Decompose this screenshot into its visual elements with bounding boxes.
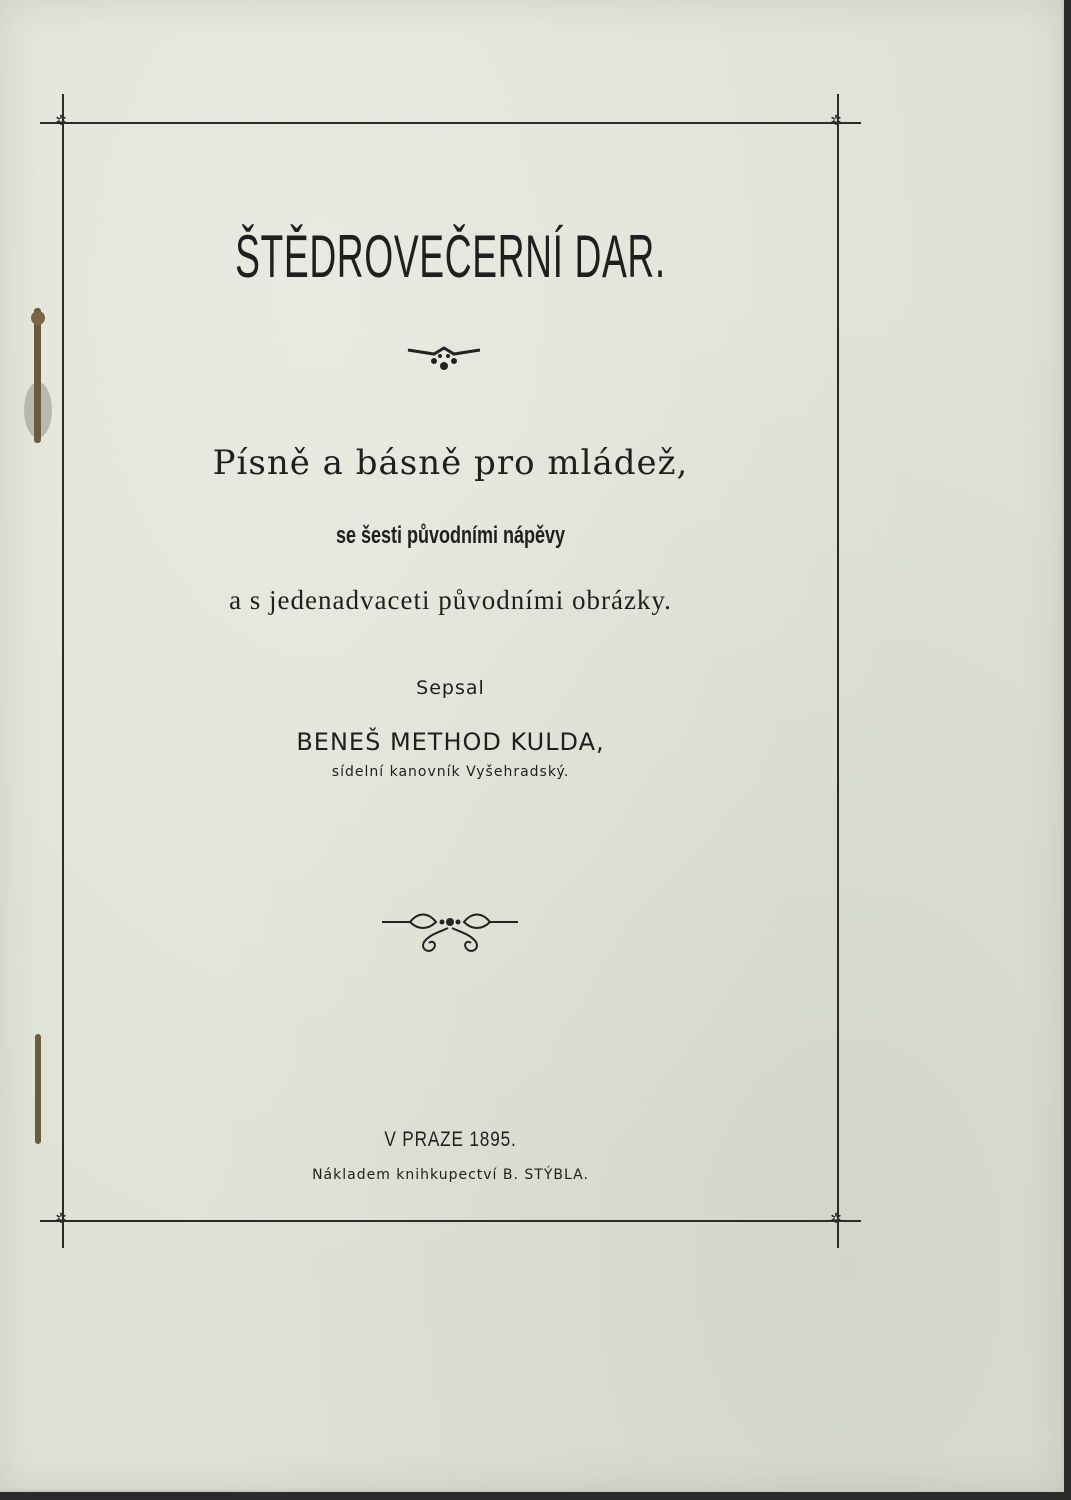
book-title: ŠTĚDROVEČERNÍ DAR. — [235, 223, 666, 290]
flourish-ornament-icon — [380, 908, 520, 958]
subtitle-line-2: se šesti původními nápěvy — [335, 522, 566, 549]
subtitle-line-3: a s jedenadvaceti původními obrázky. — [229, 585, 672, 615]
corner-ornament-icon: ✲ — [55, 113, 67, 129]
frame-bottom-rule — [40, 1220, 861, 1222]
author-name: BENEŠ METHOD KULDA, — [296, 728, 605, 756]
binding-staple-bottom — [24, 1030, 54, 1150]
frame-top-rule — [40, 122, 861, 124]
place-and-year: V PRAZE 1895. — [384, 1128, 517, 1151]
corner-ornament-icon: ✲ — [55, 1211, 67, 1227]
binding-staple-top — [18, 300, 58, 450]
frame-right-rule — [837, 94, 839, 1248]
author-role: sídelní kanovník Vyšehradský. — [331, 764, 570, 780]
frame-left-rule — [62, 94, 64, 1248]
small-ornament-icon — [404, 344, 484, 374]
subtitle: Písně a básně pro mládež, — [212, 443, 689, 483]
corner-ornament-icon: ✲ — [830, 1211, 842, 1227]
byline-label: Sepsal — [416, 677, 485, 699]
corner-ornament-icon: ✲ — [830, 113, 842, 129]
publisher-line: Nákladem knihkupectví B. STÝBLA. — [312, 1167, 589, 1183]
